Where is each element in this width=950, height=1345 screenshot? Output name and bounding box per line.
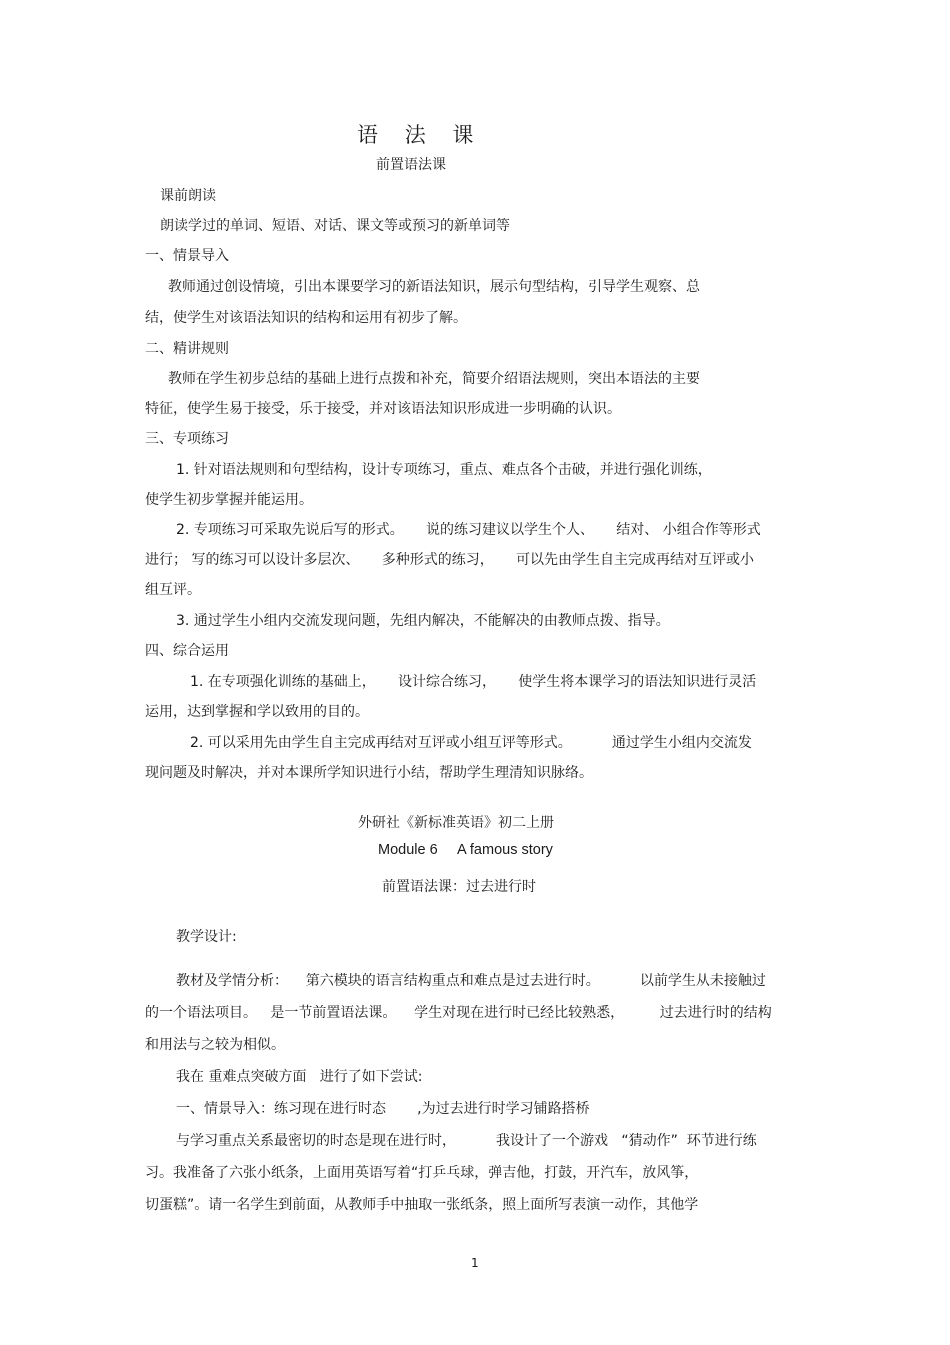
paragraph-line: 特征，使学生易于接受，乐于接受，并对该语法知识形成进一步明确的认识。 [145, 401, 621, 417]
page-title: 语 法 课 [357, 123, 474, 147]
list-item-line: 运用，达到掌握和学以致用的目的。 [145, 704, 369, 720]
subsection-heading: 一、情景导入：练习现在进行时态 ,为过去进行时学习铺路搭桥 [176, 1101, 590, 1117]
paragraph-line: 与学习重点关系最密切的时态是现在进行时， 我设计了一个游戏 “猜动作” 环节进行练 [176, 1133, 757, 1149]
list-item-line: 1. 针对语法规则和句型结构，设计专项练习，重点、难点各个击破，并进行强化训练， [176, 462, 712, 478]
paragraph-line: 和用法与之较为相似。 [145, 1037, 285, 1053]
list-item-line: 进行； 写的练习可以设计多层次、 多种形式的练习， 可以先由学生自主完成再结对互评或小 [145, 552, 754, 568]
list-item-line: 3. 通过学生小组内交流发现问题，先组内解决，不能解决的由教师点拨、指导。 [176, 613, 670, 629]
list-item-line: 2. 专项练习可采取先说后写的形式。 说的练习建议以学生个人、 结对、 小组合作等形式 [176, 522, 761, 538]
paragraph-line: 教师通过创设情境，引出本课要学习的新语法知识，展示句型结构，引导学生观察、总 [168, 279, 700, 295]
paragraph-line: 教材及学情分析： 第六模块的语言结构重点和难点是过去进行时。 以前学生从未接触过 [176, 973, 766, 989]
lesson-topic: 前置语法课：过去进行时 [382, 879, 536, 895]
section-heading: 三、专项练习 [145, 431, 229, 447]
section-heading: 四、综合运用 [145, 643, 229, 659]
design-heading: 教学设计: [176, 929, 237, 945]
page-subtitle: 前置语法课 [376, 157, 446, 173]
paragraph-line: 习。我准备了六张小纸条，上面用英语写着“打乒乓球，弹吉他，打鼓，开汽车，放风筝， [145, 1165, 699, 1181]
paragraph-line: 的一个语法项目。 是一节前置语法课。 学生对现在进行时已经比较熟悉， 过去进行时的结构 [145, 1005, 772, 1021]
list-item-line: 使学生初步掌握并能运用。 [145, 492, 313, 508]
section-heading: 二、精讲规则 [145, 341, 229, 357]
list-item-line: 1. 在专项强化训练的基础上， 设计综合练习， 使学生将本课学习的语法知识进行灵活 [190, 674, 757, 690]
textbook-title: 外研社《新标准英语》初二上册 [358, 815, 554, 831]
list-item-line: 现问题及时解决，并对本课所学知识进行小结，帮助学生理清知识脉络。 [145, 765, 593, 781]
paragraph-line: 切蛋糕”。请一名学生到前面，从教师手中抽取一张纸条，照上面所写表演一动作，其他学 [145, 1197, 699, 1213]
page-number: 1 [471, 1256, 479, 1270]
pre-reading-heading: 课前朗读 [160, 188, 216, 204]
paragraph-line: 教师在学生初步总结的基础上进行点拨和补充，简要介绍语法规则，突出本语法的主要 [168, 371, 700, 387]
paragraph-line: 结，使学生对该语法知识的结构和运用有初步了解。 [145, 310, 467, 326]
module-title: Module 6 A famous story [378, 842, 553, 858]
list-item-line: 组互评。 [145, 582, 201, 598]
pre-reading-text: 朗读学过的单词、短语、对话、课文等或预习的新单词等 [160, 218, 510, 234]
list-item-line: 2. 可以采用先由学生自主完成再结对互评或小组互评等形式。 通过学生小组内交流发 [190, 735, 752, 751]
section-heading: 一、情景导入 [145, 248, 229, 264]
paragraph-line: 我在 重难点突破方面 进行了如下尝试: [176, 1069, 423, 1085]
